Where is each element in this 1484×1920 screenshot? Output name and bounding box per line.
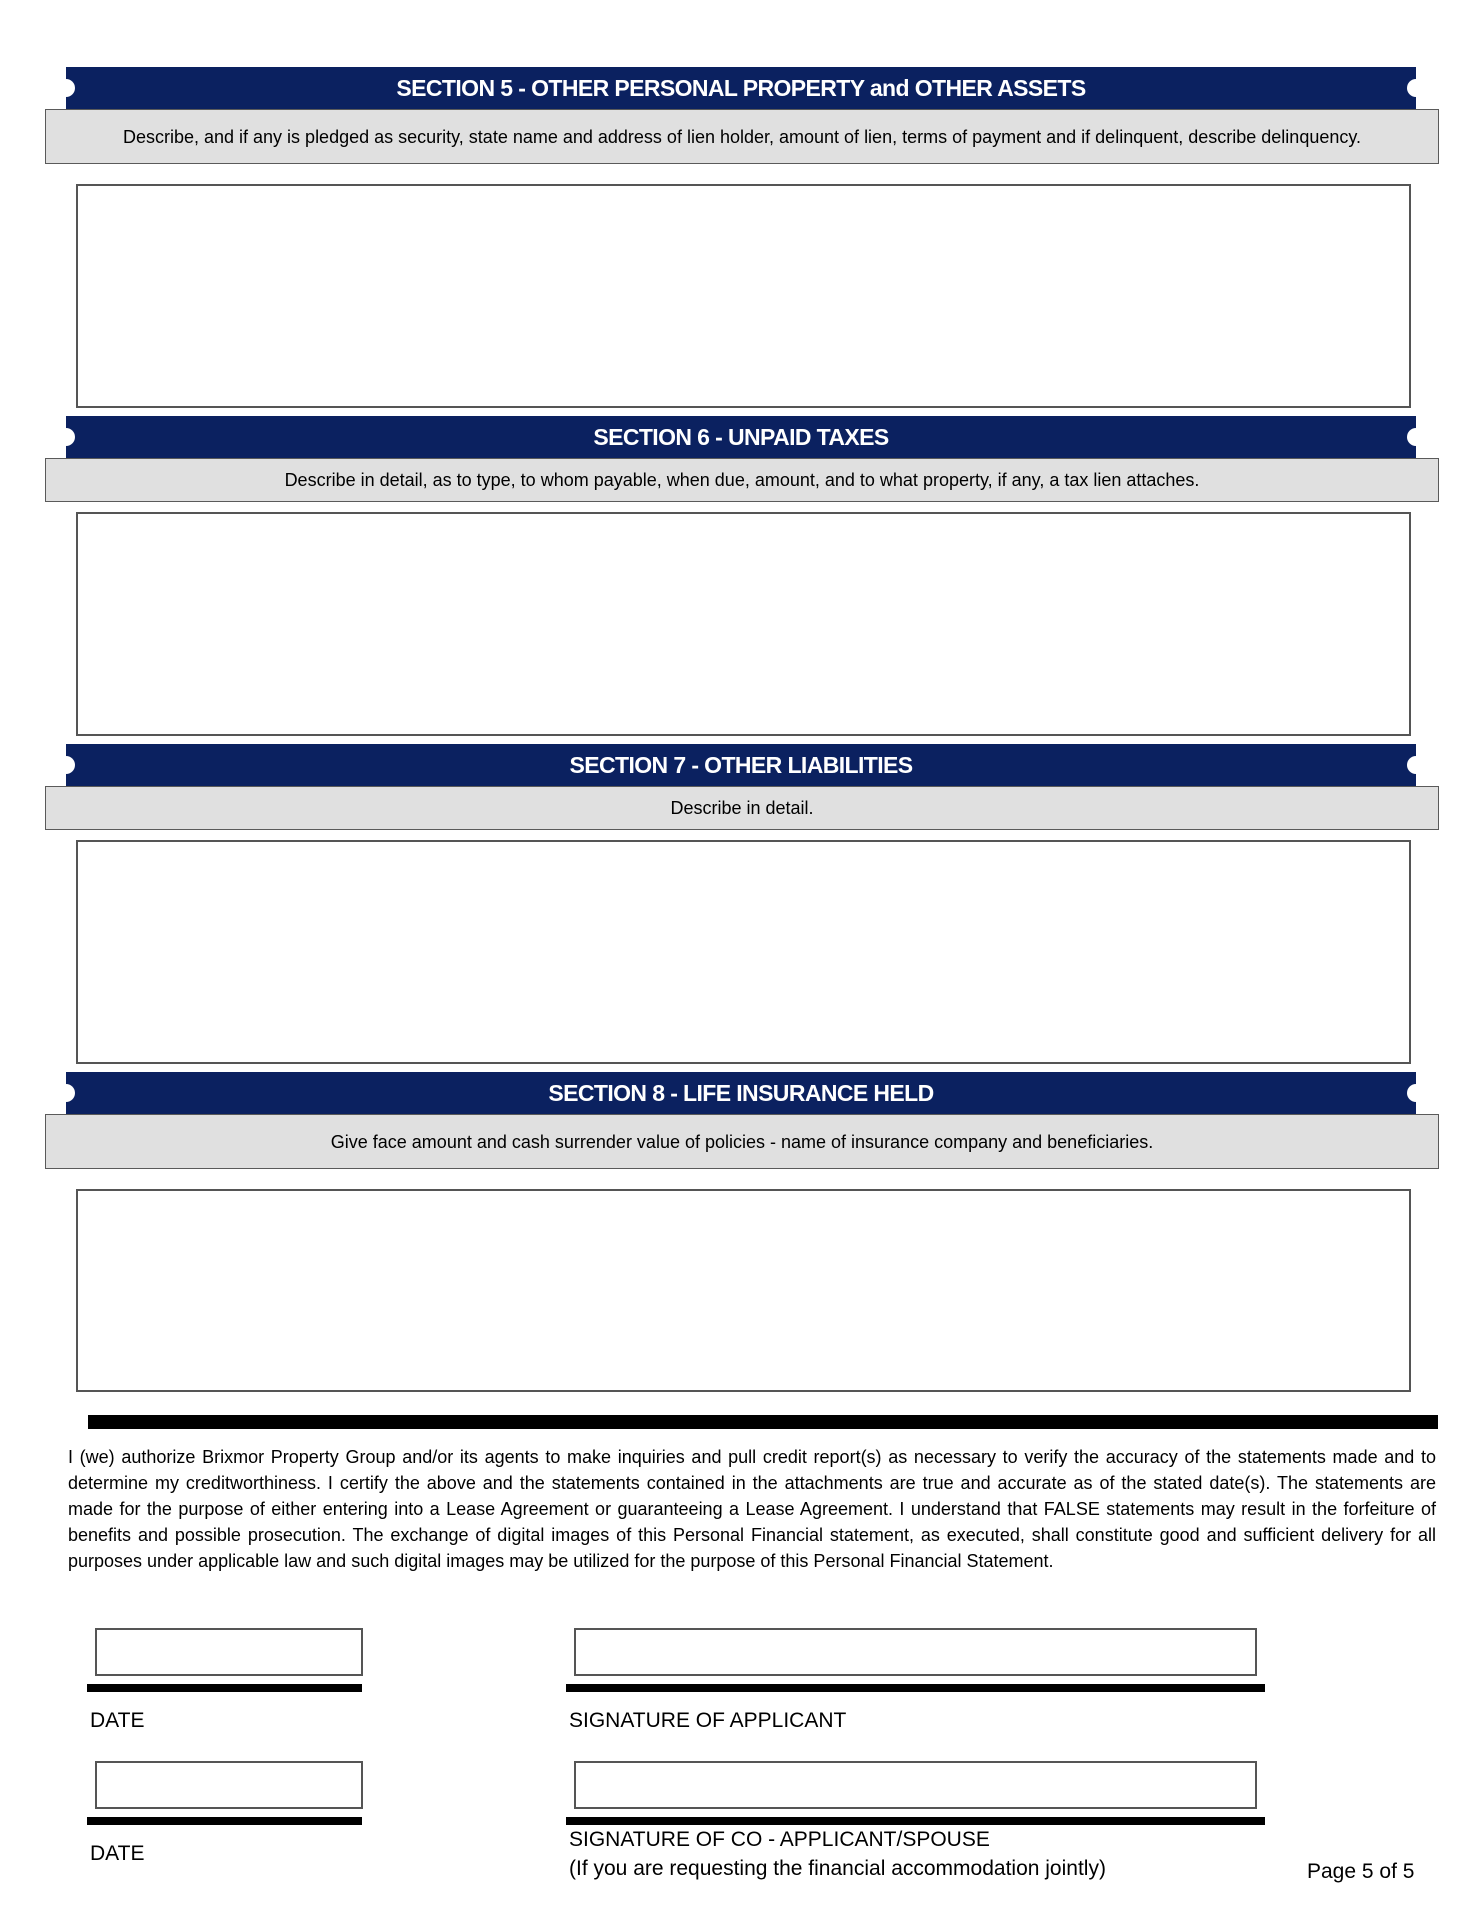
date-input-2[interactable] — [95, 1761, 363, 1809]
header-notch — [57, 756, 75, 774]
header-notch — [1407, 428, 1425, 446]
header-notch — [1407, 756, 1425, 774]
authorization-statement: I (we) authorize Brixmor Property Group and/or its agents to make inquiries and pull credit report(s) as necessary to verify the accuracy of the statements made and to determine my creditworthiness. I certify the above and the statements contained in the attachments are true and accurate as of the stated date(s). The statements are made for the purpose of either entering into a Lease Agreement or guaranteeing a Lease Agreement. I understand that FALSE statements may result in the forfeiture of benefits and possible prosecution. The exchange of digital images of this Personal Financial statement, as executed, shall constitute good and sufficient delivery for all purposes under applicable law and such digital images may be utilized for the purpose of this Personal Financial Statement. — [68, 1447, 1436, 1571]
signature-underline — [566, 1684, 1265, 1692]
section-7-description: Describe in detail. — [45, 786, 1439, 830]
date-label: DATE — [90, 1842, 145, 1865]
section-7-header — [66, 744, 1416, 786]
header-notch — [57, 79, 75, 97]
section-divider — [88, 1415, 1438, 1429]
date-label: DATE — [90, 1709, 145, 1732]
section-7-input[interactable] — [76, 840, 1411, 1064]
header-notch — [57, 1084, 75, 1102]
section-6-description: Describe in detail, as to type, to whom payable, when due, amount, and to what property, if any, a tax lien attaches. — [45, 458, 1439, 502]
section-5-description: Describe, and if any is pledged as security, state name and address of lien holder, amount of lien, terms of payment and if delinquent, describe delinquency. — [45, 109, 1439, 164]
section-8-description: Give face amount and cash surrender value of policies - name of insurance company and beneficiaries. — [45, 1114, 1439, 1169]
section-6-input[interactable] — [76, 512, 1411, 736]
co-applicant-signature-label: SIGNATURE OF CO - APPLICANT/SPOUSE — [569, 1828, 990, 1851]
header-notch — [1407, 79, 1425, 97]
header-notch — [57, 428, 75, 446]
section-title: SECTION 7 - OTHER LIABILITIES — [569, 751, 913, 778]
date-underline — [87, 1817, 362, 1825]
section-5-input[interactable] — [76, 184, 1411, 408]
section-5-header — [66, 67, 1416, 109]
signature-underline — [566, 1817, 1265, 1825]
section-8-input[interactable] — [76, 1189, 1411, 1392]
section-8-header — [66, 1072, 1416, 1114]
date-input-1[interactable] — [95, 1628, 363, 1676]
date-underline — [87, 1684, 362, 1692]
header-notch — [1407, 1084, 1425, 1102]
applicant-signature-input[interactable] — [574, 1628, 1257, 1676]
section-title: SECTION 5 - OTHER PERSONAL PROPERTY and OTHER ASSETS — [396, 74, 1086, 101]
co-applicant-note: (If you are requesting the financial accommodation jointly) — [569, 1857, 1106, 1880]
page-number: Page 5 of 5 — [1307, 1860, 1415, 1883]
section-title: SECTION 8 - LIFE INSURANCE HELD — [548, 1079, 934, 1106]
co-applicant-signature-input[interactable] — [574, 1761, 1257, 1809]
section-title: SECTION 6 - UNPAID TAXES — [593, 423, 889, 450]
applicant-signature-label: SIGNATURE OF APPLICANT — [569, 1709, 847, 1732]
section-6-header — [66, 416, 1416, 458]
